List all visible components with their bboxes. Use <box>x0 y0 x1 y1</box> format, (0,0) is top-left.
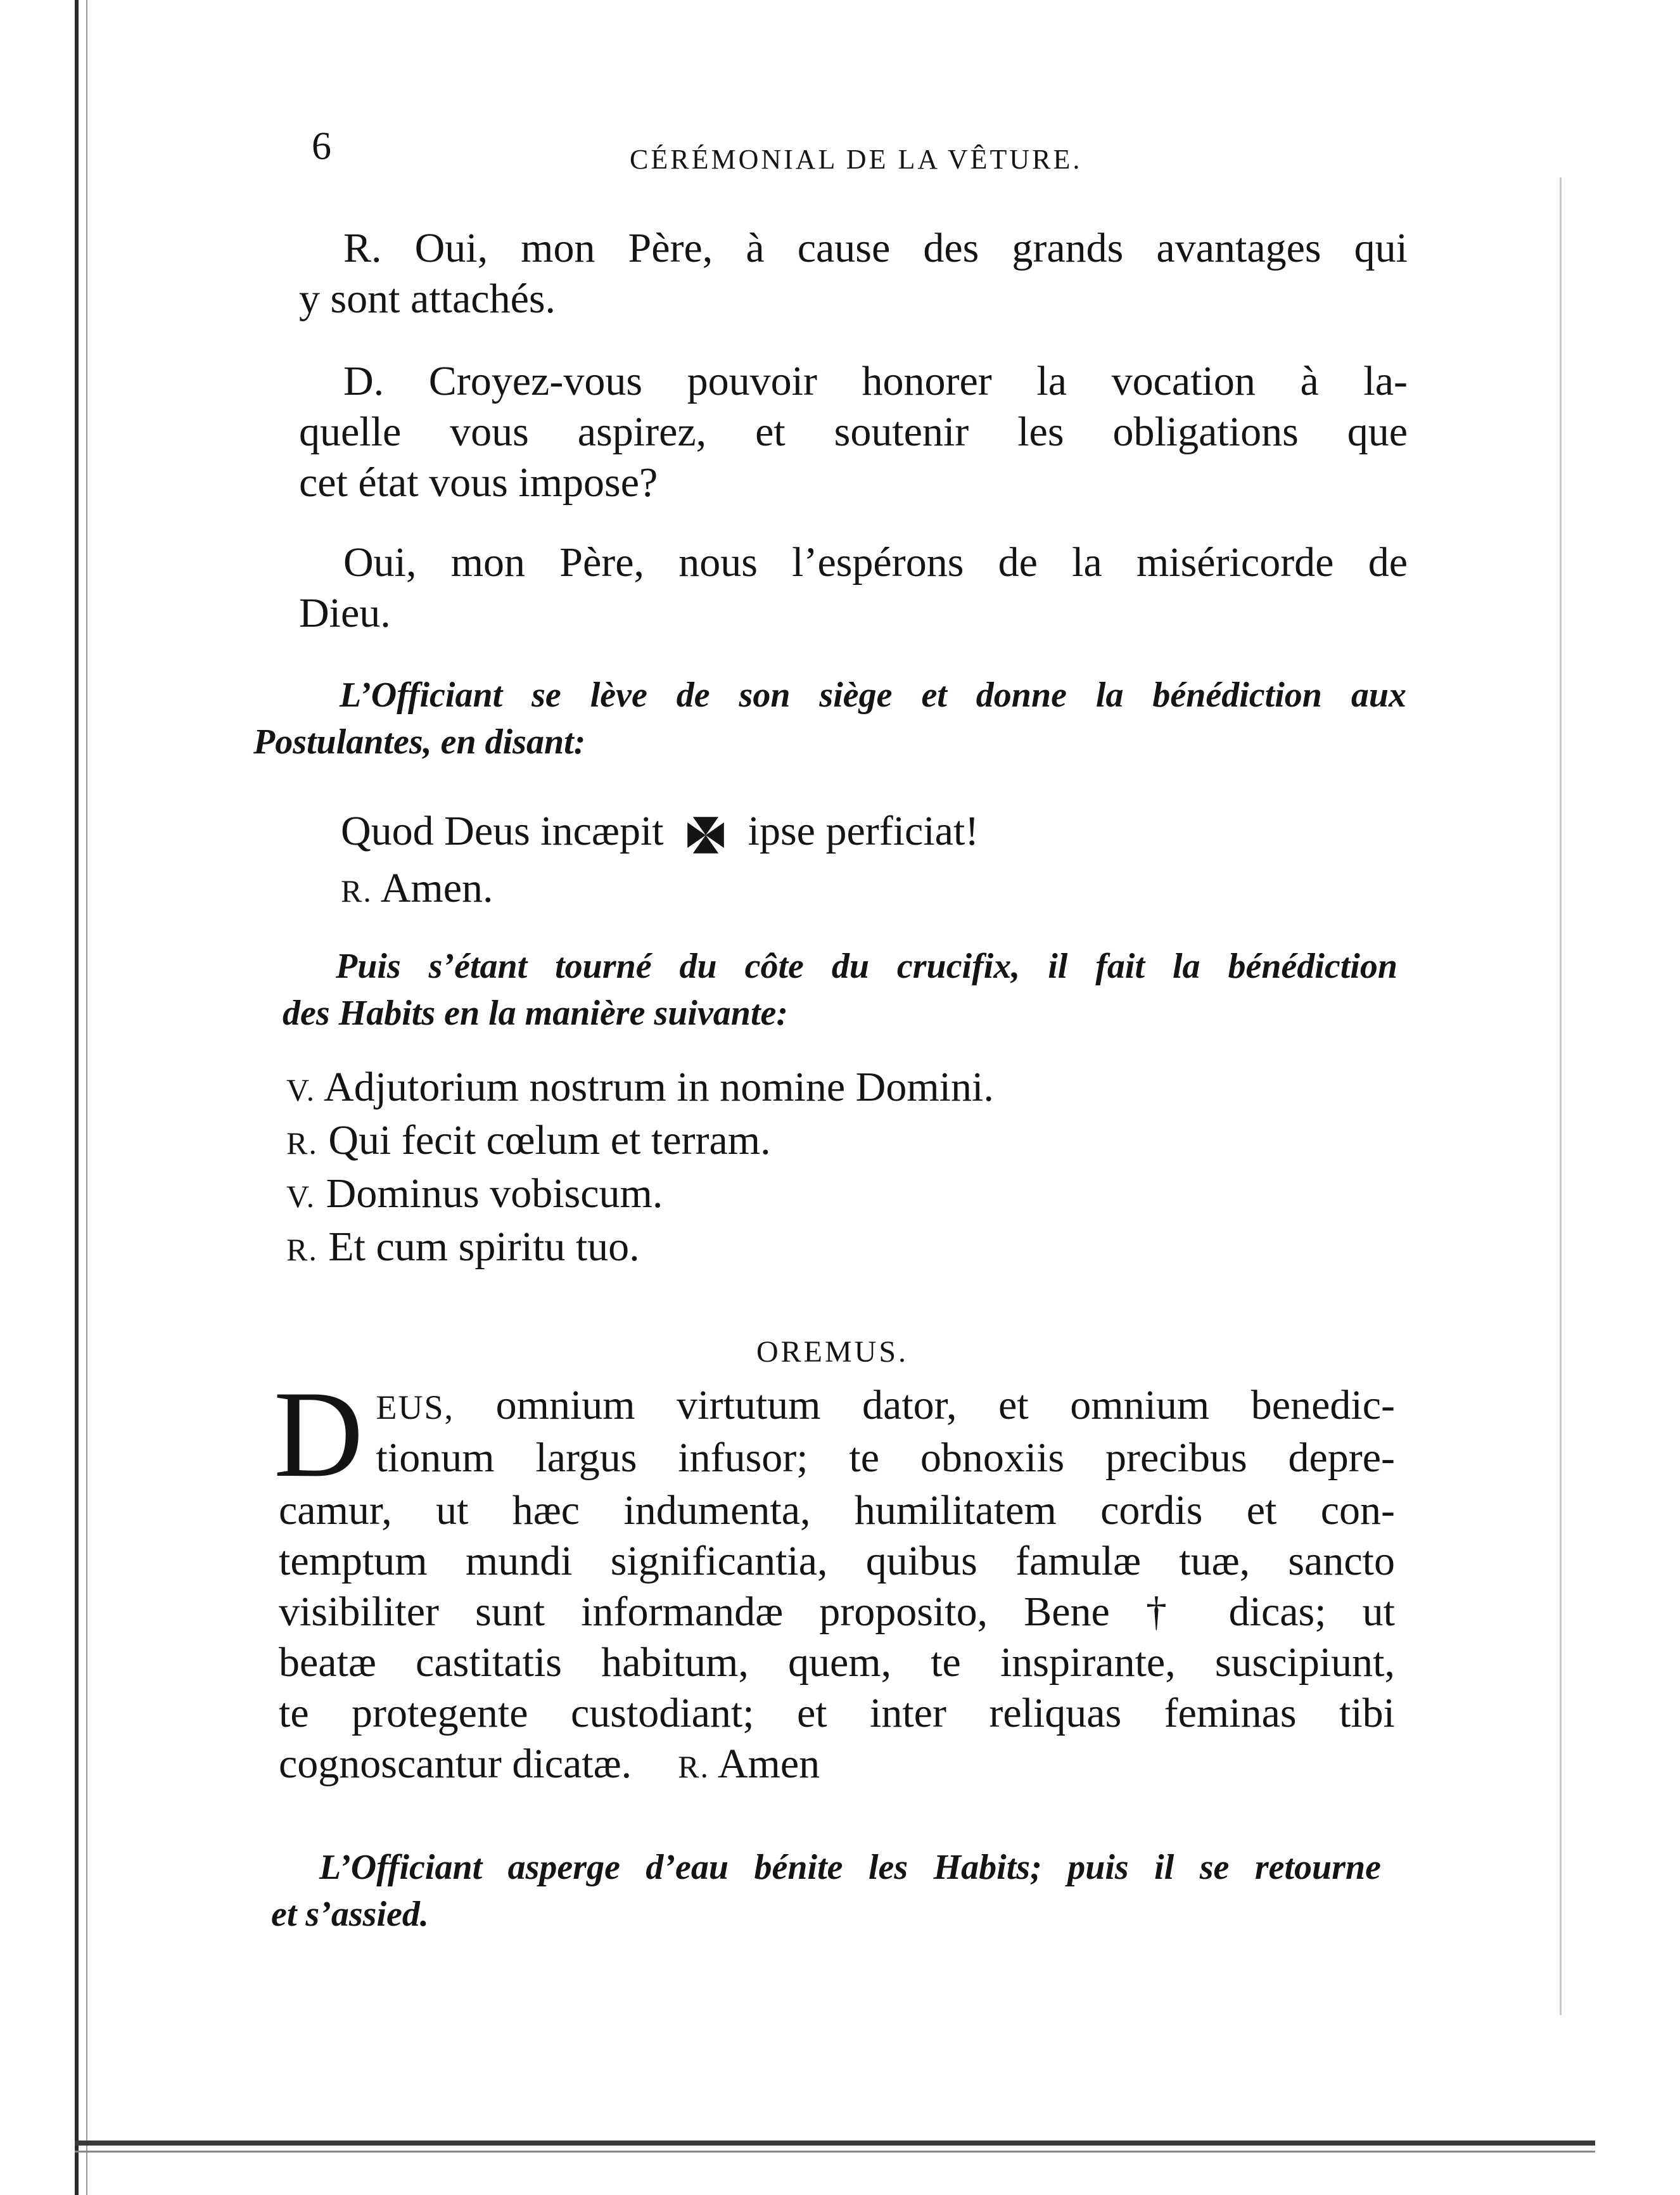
rubric-2-line-2: des Habits en la manière suivante: <box>283 994 788 1033</box>
prayer-line-6: beatæ castitatis habitum, quem, te inspirante, suscipiunt, <box>279 1639 1395 1686</box>
versicle-text: Dominus vobiscum. <box>326 1170 663 1217</box>
question-line-2: quelle vous aspirez, et soutenir les obligations que <box>299 409 1408 455</box>
response-2-line-2: Dieu. <box>299 590 391 636</box>
prayer-line-1 <box>279 1380 1395 1433</box>
prayer-heading: OREMUS. <box>756 1335 909 1369</box>
response-marker: R. <box>286 1125 318 1161</box>
prayer-line-8 <box>279 1739 1395 1792</box>
page-number: 6 <box>312 125 331 168</box>
prayer-line-8-text: cognoscantur dicatæ. <box>279 1741 632 1787</box>
prayer-line-7: te protegente custodiant; et inter reliquas feminas tibi <box>279 1690 1395 1736</box>
response-marker: R. <box>286 1232 318 1267</box>
response-text: Et cum spiritu tuo. <box>328 1224 640 1270</box>
versicle-line <box>286 1062 994 1115</box>
prayer-line-1-text: omnium virtutum dator, et omnium benedic- <box>495 1382 1395 1428</box>
response-marker: R. <box>341 873 372 909</box>
blessing-amen: Amen. <box>380 865 493 911</box>
prayer-body <box>274 1366 1395 1792</box>
blessing-response <box>341 863 493 916</box>
response-1 <box>299 223 1408 324</box>
first-word-rest: EUS, <box>376 1388 455 1426</box>
rubric-3-line-2: et s’assied. <box>271 1895 429 1934</box>
rubric-1-line-1: L’Officiant se lève de son siège et donne la bénédiction aux <box>340 675 1406 715</box>
rubric-3-line-1: L’Officiant asperge d’eau bénite les Habits; puis il se retourne <box>319 1848 1381 1887</box>
response-marker: R. <box>678 1749 710 1784</box>
prayer-line-3: camur, ut hæc indumenta, humilitatem cordis et con- <box>279 1487 1395 1533</box>
question <box>299 356 1408 508</box>
versicles <box>286 1062 994 1275</box>
rubric-1-line-2: Postulantes, en disant: <box>253 722 586 762</box>
rubric-1 <box>253 672 1406 765</box>
response-text: Qui fecit cœlum et terram. <box>328 1117 771 1163</box>
response-2-line-1: Oui, mon Père, nous l’espérons de la miséricorde de <box>343 539 1408 586</box>
drop-cap: D <box>274 1366 364 1503</box>
prayer-amen: Amen <box>717 1741 820 1787</box>
versicle-text: Adjutorium nostrum in nomine Domini. <box>324 1064 994 1110</box>
blessing-text-before: Quod Deus incæpit <box>341 808 664 854</box>
response-2 <box>299 537 1408 639</box>
rubric-2 <box>283 943 1397 1037</box>
prayer-line-2: tionum largus infusor; te obnoxiis precibus depre- <box>376 1435 1395 1481</box>
response-1-line-2: y sont attachés. <box>299 276 556 322</box>
prayer-line-5: visibiliter sunt informandæ proposito, Bene † dicas; ut <box>279 1589 1395 1635</box>
blessing-text-after: ipse perficiat! <box>748 808 979 854</box>
question-line-3: cet état vous impose? <box>299 459 658 506</box>
versicle-line <box>286 1168 994 1222</box>
maltese-cross-icon <box>683 812 729 858</box>
running-head: CÉRÉMONIAL DE LA VÊTURE. <box>630 144 1083 175</box>
blessing-line <box>341 806 979 858</box>
response-line <box>286 1115 994 1168</box>
rubric-3 <box>271 1844 1381 1938</box>
rubric-2-line-1: Puis s’étant tourné du côte du crucifix, il fait la bénédiction <box>336 947 1397 986</box>
versicle-marker: V. <box>286 1072 316 1108</box>
question-line-1: D. Croyez-vous pouvoir honorer la vocation à la- <box>343 358 1408 404</box>
versicle-marker: V. <box>286 1179 316 1214</box>
response-line <box>286 1222 994 1275</box>
response-1-line-1: R. Oui, mon Père, à cause des grands avantages qui <box>343 225 1408 271</box>
prayer-line-4: temptum mundi significantia, quibus famulæ tuæ, sancto <box>279 1538 1395 1584</box>
